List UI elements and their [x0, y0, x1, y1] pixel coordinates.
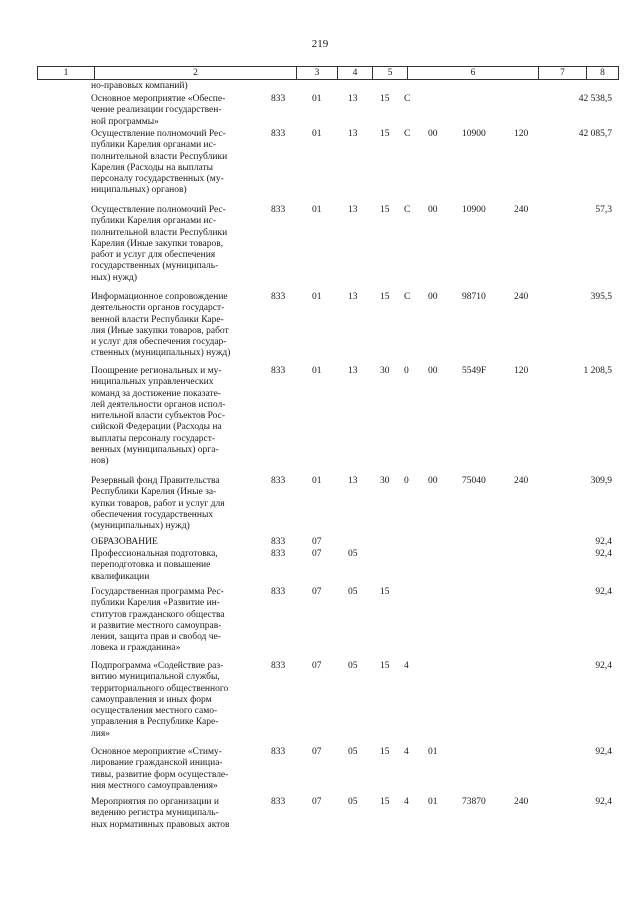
row-amount: 92,4: [595, 661, 612, 671]
header-col-3: 3: [314, 68, 320, 78]
row-amount: 42 085,7: [578, 129, 612, 139]
row-program: 15: [380, 661, 390, 671]
row-ministry-code: 833: [271, 549, 286, 559]
row-section: 07: [312, 587, 322, 597]
row-subsection: 13: [348, 292, 358, 302]
page-number: 219: [311, 38, 329, 50]
row-name: ОБРАЗОВАНИЕ: [91, 537, 158, 547]
row-event: 00: [428, 476, 438, 486]
row-ministry-code: 833: [271, 366, 286, 376]
row-expense-type: 120: [514, 366, 529, 376]
row-ministry-code: 833: [271, 476, 286, 486]
row-expense-type: 240: [514, 797, 529, 807]
row-subsection: 13: [348, 129, 358, 139]
row-section: 01: [312, 476, 322, 486]
row-direction: 10900: [462, 205, 486, 215]
row-subprogram: С: [404, 94, 411, 104]
row-subsection: 13: [348, 366, 358, 376]
row-expense-type: 120: [514, 129, 529, 139]
header-col-7: 7: [560, 68, 565, 78]
row-section: 01: [312, 129, 322, 139]
row-program: 15: [380, 292, 390, 302]
header-col-1: 1: [63, 68, 69, 78]
header-col-4: 4: [352, 68, 358, 78]
row-section: 07: [312, 747, 322, 757]
row-expense-type: 240: [514, 476, 529, 486]
row-event: 01: [428, 747, 438, 757]
row-direction: 75040: [462, 476, 486, 486]
row-expense-type: 240: [514, 292, 529, 302]
row-section: 07: [312, 549, 322, 559]
row-amount: 1 208,5: [583, 366, 612, 376]
row-name: Мероприятия по организации и ведению регистра муниципаль- ных нормативных правовых актов: [91, 797, 230, 830]
header-col-6: 6: [470, 68, 476, 78]
row-direction: 10900: [462, 129, 486, 139]
row-subprogram: 0: [404, 476, 409, 486]
row-direction: 98710: [462, 292, 486, 302]
row-subsection: 05: [348, 661, 358, 671]
row-ministry-code: 833: [271, 747, 286, 757]
row-ministry-code: 833: [271, 587, 286, 597]
row-subsection: 05: [348, 797, 358, 807]
row-program: 15: [380, 205, 390, 215]
row-subprogram: 4: [404, 661, 409, 671]
row-section: 01: [312, 366, 322, 376]
row-amount: 92,4: [595, 549, 612, 559]
row-amount: 57,3: [595, 205, 612, 215]
row-program: 30: [380, 476, 390, 486]
row-subprogram: 0: [404, 366, 409, 376]
row-subprogram: С: [404, 292, 411, 302]
row-event: 00: [428, 129, 438, 139]
row-subsection: 13: [348, 94, 358, 104]
row-name: Поощрение региональных и му- ниципальных управленческих команд за достижение показате- лей деятельности органов испол- нительной власти субъектов Рос- сийской Федерации (Расходы на выплаты персоналу государст- венных (муниципальных) орга- нов): [91, 366, 226, 467]
row-name: Подпрограмма «Содействие раз- витию муниципальной службы, территориального общественного самоуправления и иных форм осуществления местного само- управления в Республике Каре- лия»: [91, 661, 229, 739]
row-ministry-code: 833: [271, 205, 286, 215]
table-header: [37, 66, 619, 80]
row-subprogram: 4: [404, 797, 409, 807]
row-amount: 92,4: [595, 797, 612, 807]
row-subprogram: С: [404, 205, 411, 215]
row-subsection: 13: [348, 205, 358, 215]
row-amount: 42 538,5: [578, 94, 612, 104]
row-section: 01: [312, 205, 322, 215]
row-program: 15: [380, 747, 390, 757]
row-event: 00: [428, 292, 438, 302]
row-section: 07: [312, 661, 322, 671]
row-subsection: 05: [348, 747, 358, 757]
row-ministry-code: 833: [271, 661, 286, 671]
row-name: Профессиональная подготовка, переподготовка и повышение квалификации: [91, 549, 218, 582]
row-direction: 5549F: [462, 366, 487, 376]
row-ministry-code: 833: [271, 292, 286, 302]
row-section: 07: [312, 537, 322, 547]
row-amount: 92,4: [595, 587, 612, 597]
row-ministry-code: 833: [271, 129, 286, 139]
row-name: Резервный фонд Правительства Республики Карелия (Иные за- купки товаров, работ и услуг для обеспечения государственных (муниципальных) нужд): [91, 476, 225, 532]
row-expense-type: 240: [514, 205, 529, 215]
row-section: 01: [312, 94, 322, 104]
row-ministry-code: 833: [271, 537, 286, 547]
row-event: 00: [428, 205, 438, 215]
row-program: 15: [380, 797, 390, 807]
row-section: 07: [312, 797, 322, 807]
row-name: Осуществление полномочий Рес- публики Карелия органами ис- полнительной власти Республики Карелия (Расходы на выплаты персоналу государственных (му- ниципальных) органов): [91, 129, 228, 196]
row-name: Информационное сопровождение деятельности органов государст- венной власти Республики Каре- лия (Иные закупки товаров, работ и услуг для обеспечения государ- ственных (муниципальных) нужд): [91, 292, 231, 359]
row-ministry-code: 833: [271, 94, 286, 104]
row-ministry-code: 833: [271, 797, 286, 807]
row-name: Основное мероприятие «Стиму- лирование гражданской инициа- тивы, развитие форм осуществле- ния местного самоуправления»: [91, 747, 229, 791]
row-direction: 73870: [462, 797, 486, 807]
header-col-8: 8: [600, 68, 605, 78]
row-program: 15: [380, 129, 390, 139]
row-event: 00: [428, 366, 438, 376]
row-name: но-правовых компаний): [91, 81, 188, 91]
row-program: 15: [380, 587, 390, 597]
header-col-5: 5: [387, 68, 393, 78]
row-section: 01: [312, 292, 322, 302]
row-program: 30: [380, 366, 390, 376]
row-amount: 395,5: [590, 292, 612, 302]
row-subprogram: С: [404, 129, 411, 139]
row-event: 01: [428, 797, 438, 807]
row-subsection: 05: [348, 549, 358, 559]
row-program: 15: [380, 94, 390, 104]
header-col-2: 2: [193, 68, 198, 78]
row-name: Осуществление полномочий Рес- публики Карелия органами ис- полнительной власти Республики Карелия (Иные закупки товаров, работ и услуг для обеспечения государственных (муниципаль- ных) нужд): [91, 205, 228, 283]
row-name: Государственная программа Рес- публики Карелия «Развитие ин- ститутов гражданского общества и развитие местного самоуправ- ления, защита прав и свобод че- ловека и гражданина»: [91, 587, 225, 654]
row-name: Основное мероприятие «Обеспе- чение реализации государствен- ной программы»: [91, 94, 226, 127]
row-amount: 92,4: [595, 537, 612, 547]
row-amount: 309,9: [590, 476, 612, 486]
row-subprogram: 4: [404, 747, 409, 757]
row-amount: 92,4: [595, 747, 612, 757]
row-subsection: 13: [348, 476, 358, 486]
row-subsection: 05: [348, 587, 358, 597]
